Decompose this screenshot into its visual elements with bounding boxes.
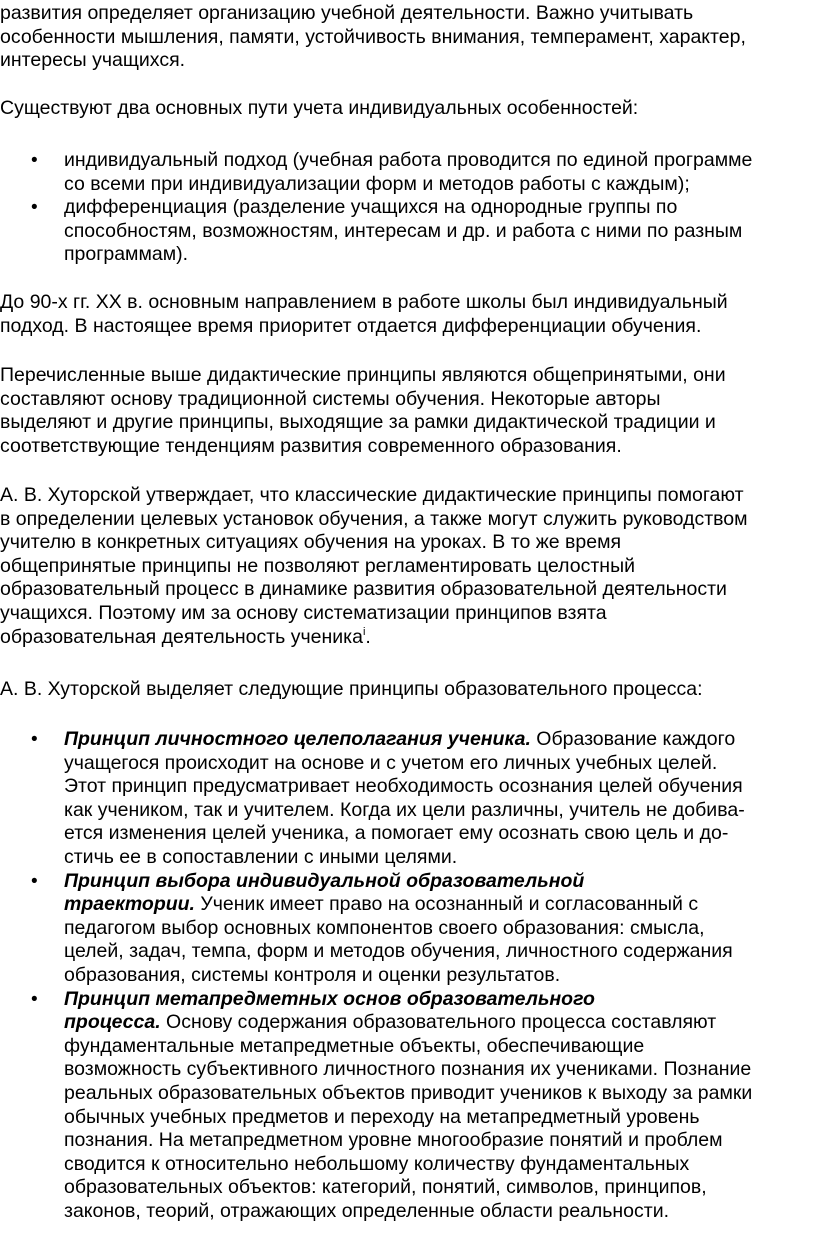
text-line: А. В. Хуторской утверждает, что классические дидактические принципы помогают	[0, 484, 744, 506]
principles-list	[0, 728, 752, 1223]
text-line: познания. На метапредметном уровне многообразие понятий и проблем	[64, 1129, 723, 1152]
footnote-marker[interactable]: i	[362, 625, 366, 638]
text-line: как учеником, так и учителем. Когда их цели различны, учитель не добива-	[64, 798, 745, 821]
text-line: выделяют и другие принципы, выходящие за рамки дидактической традиции и	[0, 411, 716, 434]
text-line: реальных образовательных объектов приводит учеников к выходу за рамки	[64, 1081, 753, 1104]
list-item	[0, 728, 752, 870]
text-segment: образовательная деятельность ученика	[0, 625, 363, 648]
text-line: ется изменения целей ученика, а помогает ему осознать свою цель и до-	[64, 822, 729, 845]
text-line	[0, 626, 748, 650]
text-line	[64, 988, 752, 1012]
principle-title: траектории.	[64, 893, 195, 916]
text-line: образовательных объектов: категорий, понятий, символов, принципов,	[64, 1176, 707, 1199]
text-line: составляют основу традиционной системы обучения. Некоторые авторы	[0, 387, 661, 410]
text-line: стичь ее в сопоставлении с иными целями.	[64, 845, 458, 868]
text-line: общепринятые принципы не позволяют регламентировать целостный	[0, 554, 635, 577]
text-line	[64, 870, 752, 894]
text-line: подход. В настоящее время приоритет отдается дифференциации обучения.	[0, 314, 702, 337]
text-segment: Образование каждого	[530, 728, 736, 750]
text-segment: Ученик имеет право на осознанный и согласованный с	[194, 893, 699, 916]
text-line: законов, теорий, отражающих определенные области реальности.	[64, 1199, 670, 1222]
text-line: Перечисленные выше дидактические принципы являются общепринятыми, они	[0, 364, 726, 386]
principle-title: Принцип выбора индивидуальной образовательной	[64, 869, 585, 892]
text-segment: Основу содержания образовательного процесса составляют	[160, 1011, 717, 1034]
history-paragraph	[0, 291, 728, 338]
text-line: развития определяет организацию учебной деятельности. Важно учитывать	[0, 2, 694, 24]
text-line: возможность субъективного личностного познания их учениками. Познание	[64, 1058, 752, 1081]
principle-title: Принцип метапредметных основ образовательного	[64, 987, 595, 1010]
text-line: педагогом выбор основных компонентов своего образования: смысла,	[64, 916, 705, 939]
list-item	[0, 988, 752, 1224]
text-line: особенности мышления, памяти, устойчивость внимания, темперамент, характер,	[0, 25, 746, 48]
text-line: программам).	[64, 243, 189, 266]
text-line: До 90-х гг. XX в. основным направлением в работе школы был индивидуальный	[0, 291, 728, 313]
khutorskoy-paragraph	[0, 484, 748, 649]
text-line	[64, 1011, 752, 1035]
ways-heading: Существуют два основных пути учета индивидуальных особенностей:	[0, 97, 639, 119]
principle-title: процесса.	[64, 1011, 161, 1034]
text-segment: .	[365, 625, 371, 648]
text-line: учащихся. Поэтому им за основу систематизации принципов взята	[0, 601, 607, 624]
text-line	[64, 893, 752, 917]
ways-list	[0, 149, 752, 267]
text-line: Этот принцип предусматривает необходимость осознания целей обучения	[64, 775, 743, 798]
text-line: сводится к относительно небольшому количеству фундаментальных	[64, 1152, 690, 1175]
text-line: в определении целевых установок обучения, а также могут служить руководством	[0, 507, 748, 530]
text-line: • индивидуальный подход (учебная работа проводится по единой программе	[64, 149, 753, 171]
text-line: образовательный процесс в динамике развития образовательной деятельности	[0, 578, 727, 601]
text-line: • дифференциация (разделение учащихся на однородные группы по	[64, 196, 678, 219]
list-item	[0, 196, 752, 267]
text-line: обычных учебных предметов и переходу на метапредметный уровень	[64, 1105, 700, 1128]
principle-title: Принцип личностного целеполагания ученика.	[64, 728, 531, 750]
principles-heading: А. В. Хуторской выделяет следующие принципы образовательного процесса:	[0, 678, 703, 700]
text-line: образования, системы контроля и оценки результатов.	[64, 963, 561, 986]
text-line	[64, 728, 752, 752]
list-item	[0, 870, 752, 988]
text-line: способностям, возможностям, интересам и др. и работа с ними по разным	[64, 219, 743, 242]
principles-paragraph	[0, 364, 726, 458]
text-line: учителю в конкретных ситуациях обучения на уроках. В то же время	[0, 531, 622, 554]
intro-paragraph	[0, 2, 746, 73]
list-item	[0, 149, 752, 196]
text-line: целей, задач, темпа, форм и методов обучения, личностного содержания	[64, 940, 733, 963]
text-line: интересы учащихся.	[0, 49, 186, 72]
text-line: учащегося происходит на основе и с учетом его личных учебных целей.	[64, 751, 718, 774]
text-line: фундаментальные метапредметные объекты, обеспечивающие	[64, 1034, 645, 1057]
text-line: со всеми при индивидуализации форм и методов работы с каждым);	[64, 172, 690, 195]
text-line: соответствующие тенденциям развития современного образования.	[0, 434, 622, 457]
